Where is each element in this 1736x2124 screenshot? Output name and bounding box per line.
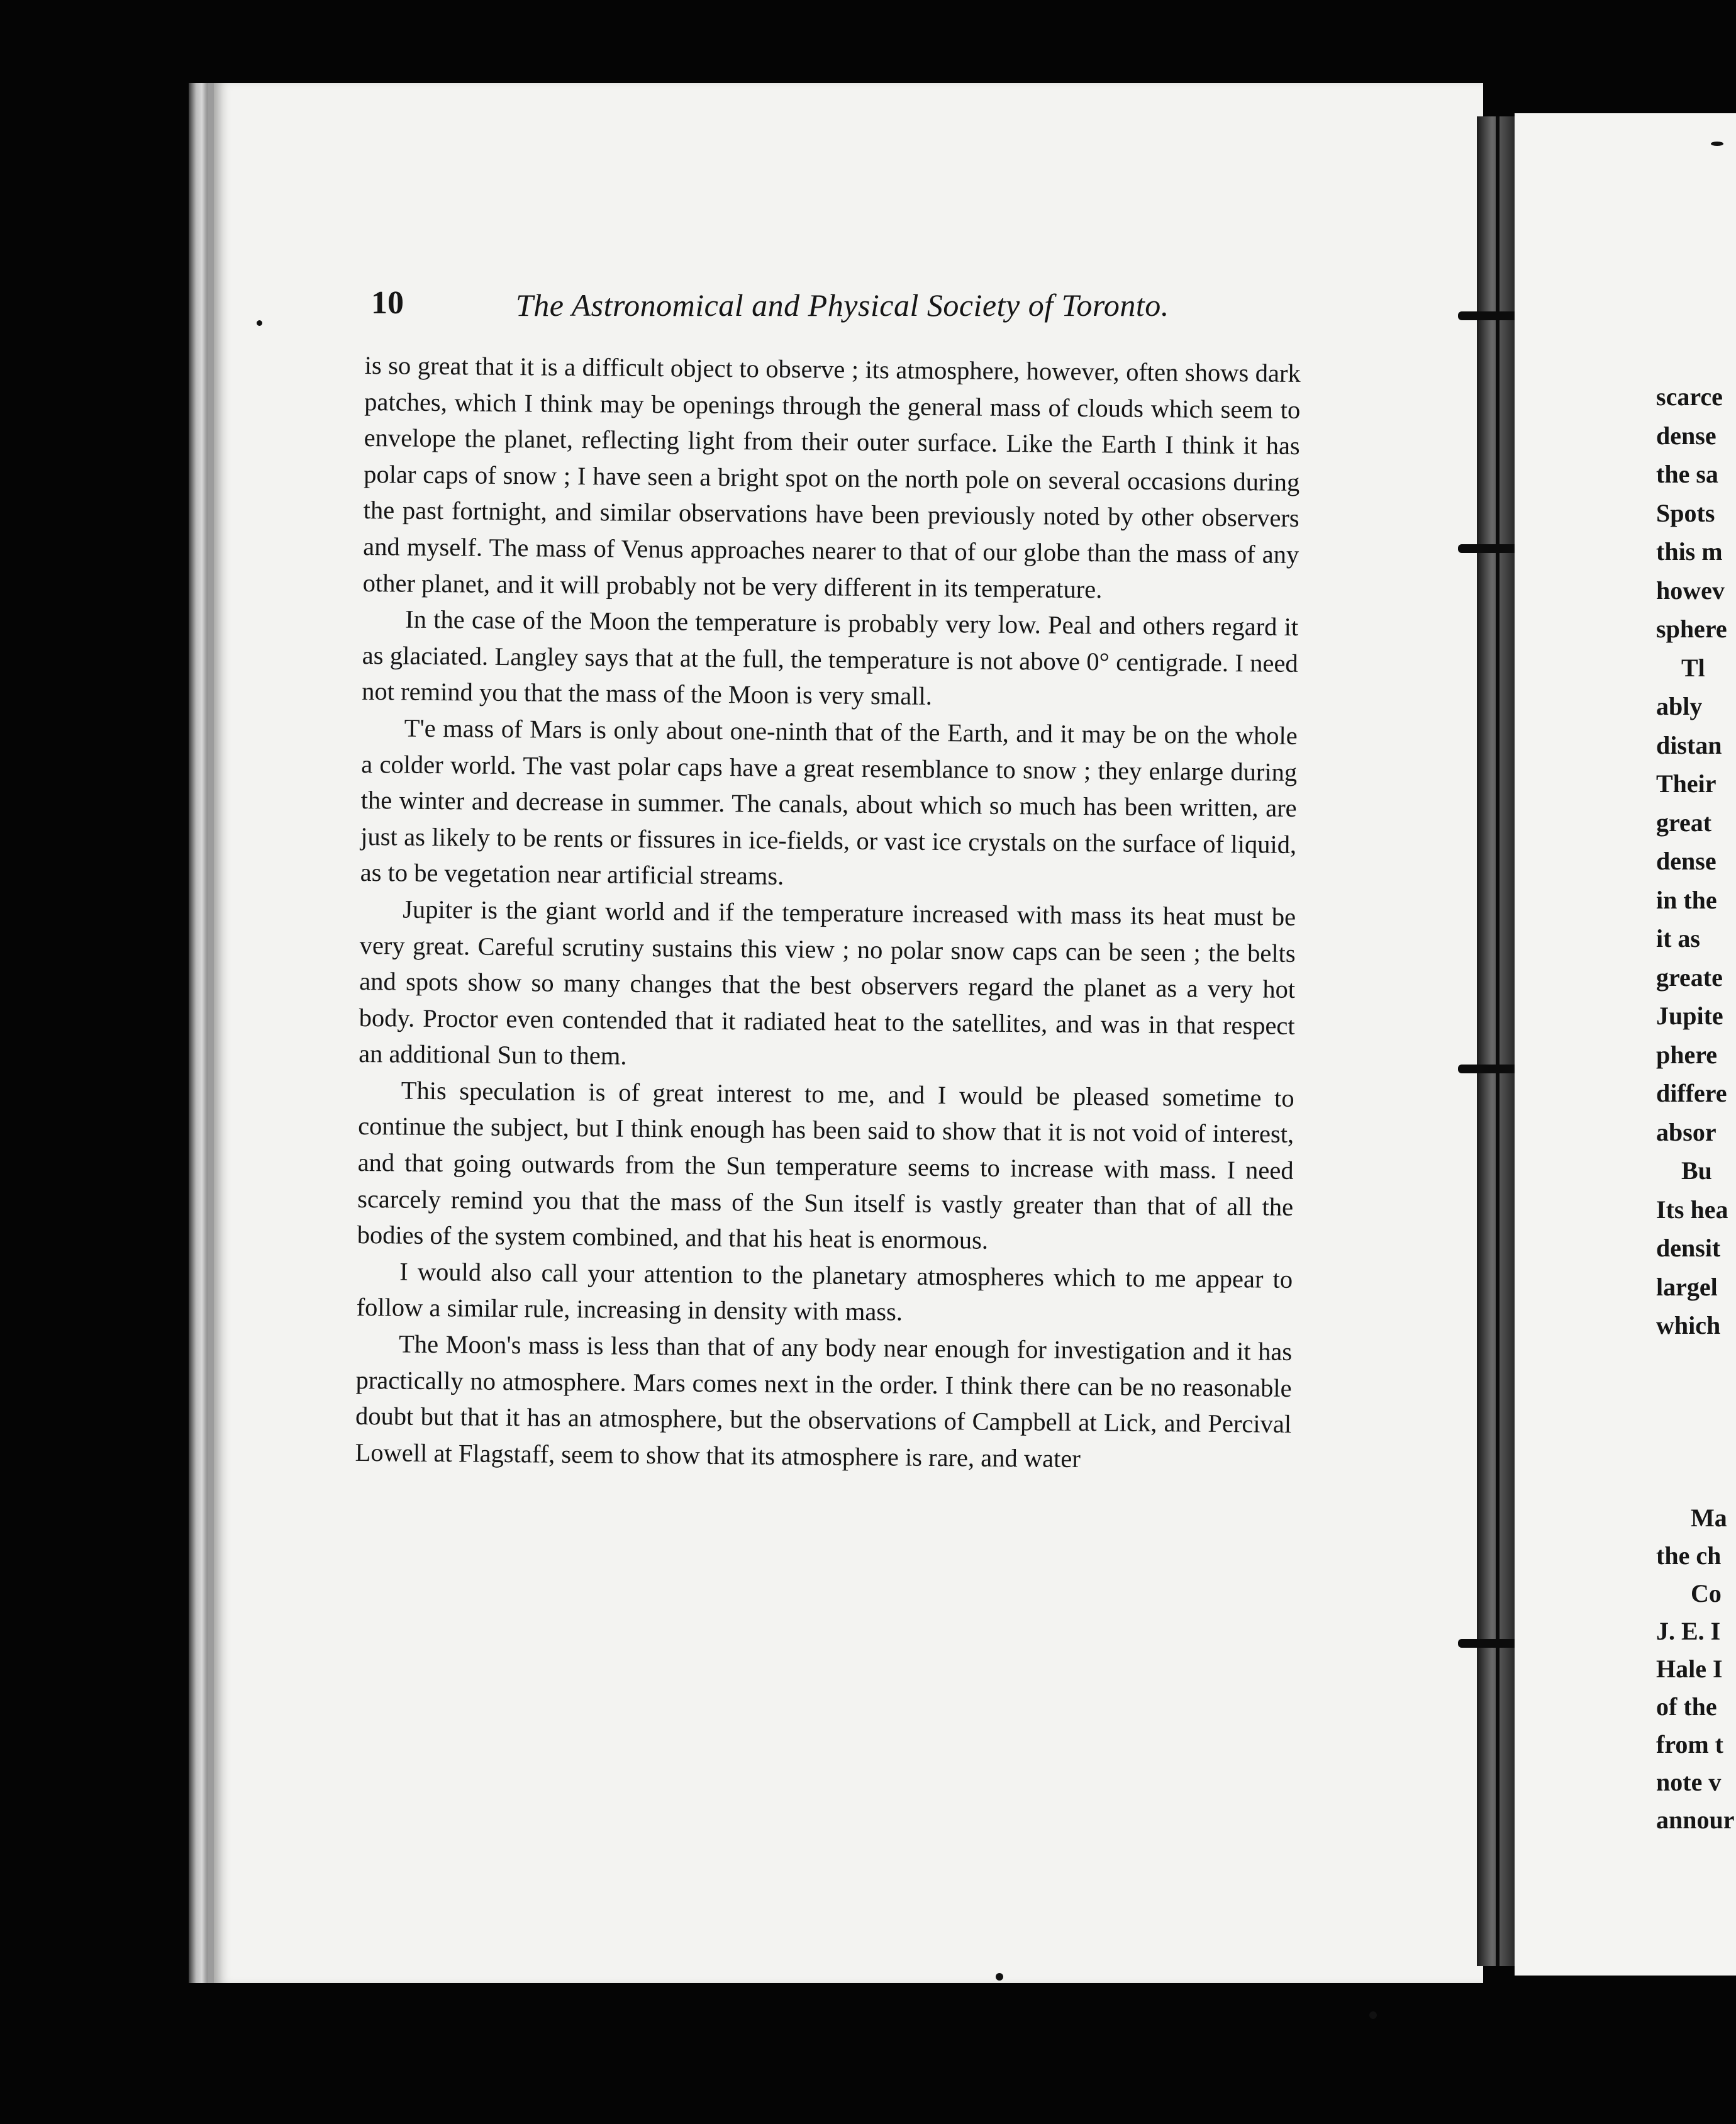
binding-stitch-mark (1458, 544, 1521, 553)
running-head (371, 284, 1208, 335)
paragraph: I would also call your attention to the planetary atmospheres which to me appear to follow a similar rule, increasing in density with mass. (356, 1257, 1293, 1326)
scan-speck (1711, 142, 1723, 146)
right-page-line: which (1656, 1311, 1721, 1339)
right-page-line: howev (1656, 576, 1725, 605)
binding-stitch-mark (1458, 1639, 1521, 1648)
paragraph: T'e mass of Mars is only about one-ninth that of the Earth, and it may be on the whole a colder world. The vast polar caps have a great resemblance to snow ; they enlarge during the winter and decrease in summer. The canals, about which so much has been written, are just as likely to be rents or fissures in ice-fields, or vast ice crystals on the surface of liquid, as to be vegetation near artificial streams. (360, 713, 1298, 891)
running-title: The Astronomical and Physical Society of Toronto. (516, 288, 1169, 323)
right-page-line: ably (1656, 692, 1703, 720)
right-page-line: distan (1656, 730, 1722, 759)
right-page-line: Hale I (1656, 1655, 1723, 1683)
binding-stitch-mark (1458, 311, 1521, 320)
right-page-line: dense (1656, 847, 1717, 875)
right-page-text-top (1656, 377, 1736, 1345)
right-page-line: Spots (1656, 498, 1715, 527)
binding-stitch-mark (1458, 1065, 1521, 1073)
right-page-line: absor (1656, 1117, 1717, 1146)
paragraph: This speculation is of great interest to me, and I would be pleased sometime to continue the subject, but I think enough has been said to show that it is not void of interest, and that going outwards from the Sun temperature seems to increase with mass. I need scarcely remind you that the mass of the Sun itself is vastly greater than that of all the bodies of the system combined, and that his heat is enormous. (357, 1076, 1294, 1255)
right-page-line: sphere (1656, 615, 1727, 643)
right-page-line: Co (1691, 1579, 1722, 1607)
right-page-line: Jupite (1656, 1002, 1723, 1030)
scan-speck (996, 1973, 1003, 1981)
body-text (355, 347, 1301, 1478)
right-page-line: scarce (1656, 383, 1723, 411)
right-page-text-bottom (1656, 1499, 1736, 1839)
right-page-line: Its hea (1656, 1195, 1728, 1224)
right-page-line: great (1656, 808, 1712, 837)
paragraph: In the case of the Moon the temperature is probably very low. Peal and others regard it as glaciated. Langley says that at the full, the temperature is not above 0° centigrade. I need not remind you that the mass of the Moon is very small. (362, 605, 1299, 711)
paragraph: The Moon's mass is less than that of any body near enough for investigation and it has practically no atmosphere. Mars comes next in the order. I think there can be no reasonable doubt but that it has an atmosphere, but the observations of Campbell at Lick, and Percival Lowell at Flagstaff, seem to show that its atmosphere is rare, and water (355, 1329, 1293, 1473)
page-number: 10 (371, 285, 404, 321)
page-edge-stack (189, 83, 208, 1983)
right-page-line: it as (1656, 924, 1700, 953)
right-page-line: in the (1656, 885, 1717, 914)
right-page-line: greate (1656, 963, 1723, 992)
binding-thread (1496, 116, 1500, 1966)
right-page-line: the sa (1656, 460, 1718, 488)
right-page-line: the ch (1656, 1541, 1722, 1570)
right-page-line: dense (1656, 421, 1717, 450)
right-page-line: Their (1656, 769, 1717, 798)
right-page-line: note v (1656, 1768, 1722, 1796)
right-page-line: this m (1656, 537, 1723, 566)
right-page-line: J. E. I (1656, 1617, 1721, 1645)
right-page-line: Tl (1681, 653, 1705, 682)
right-page-line: Bu (1681, 1156, 1712, 1185)
right-page-line: largel (1656, 1272, 1718, 1301)
right-page-line: densit (1656, 1234, 1721, 1262)
paragraph: is so great that it is a difficult object to observe ; its atmosphere, however, often shows dark patches, which I think may be openings through the general mass of clouds which seem to envelope the planet, reflecting light from their outer surface. Like the Earth I think it has polar caps of snow ; I have seen a bright spot on the north pole on several occasions during the past fortnight, and similar observations have been previously noted by other observers and myself. The mass of Venus approaches nearer to that of our globe than the mass of any other planet, and it will probably not be very different in its temperature. (362, 350, 1301, 603)
right-page-line: phere (1656, 1040, 1718, 1069)
right-page-line: from t (1656, 1730, 1723, 1758)
right-page-line: annour (1656, 1806, 1735, 1834)
right-page-line: of the (1656, 1692, 1717, 1721)
right-page-line: differe (1656, 1079, 1727, 1107)
scan-speck (257, 320, 262, 326)
left-page (208, 83, 1483, 1983)
scan-speck (1369, 2011, 1377, 2019)
book-gutter (1477, 116, 1515, 1966)
paragraph: Jupiter is the giant world and if the temperature increased with mass its heat must be very great. Careful scrutiny sustains this view ; no polar snow caps can be seen ; the belts and spots show so many changes that the best observers regard the planet as a very hot body. Proctor even contended that it radiated heat to the satellites, and was in that respect an additional Sun to them. (359, 895, 1296, 1070)
right-page-fragment (1515, 113, 1736, 1976)
right-page-line: Ma (1691, 1504, 1727, 1532)
